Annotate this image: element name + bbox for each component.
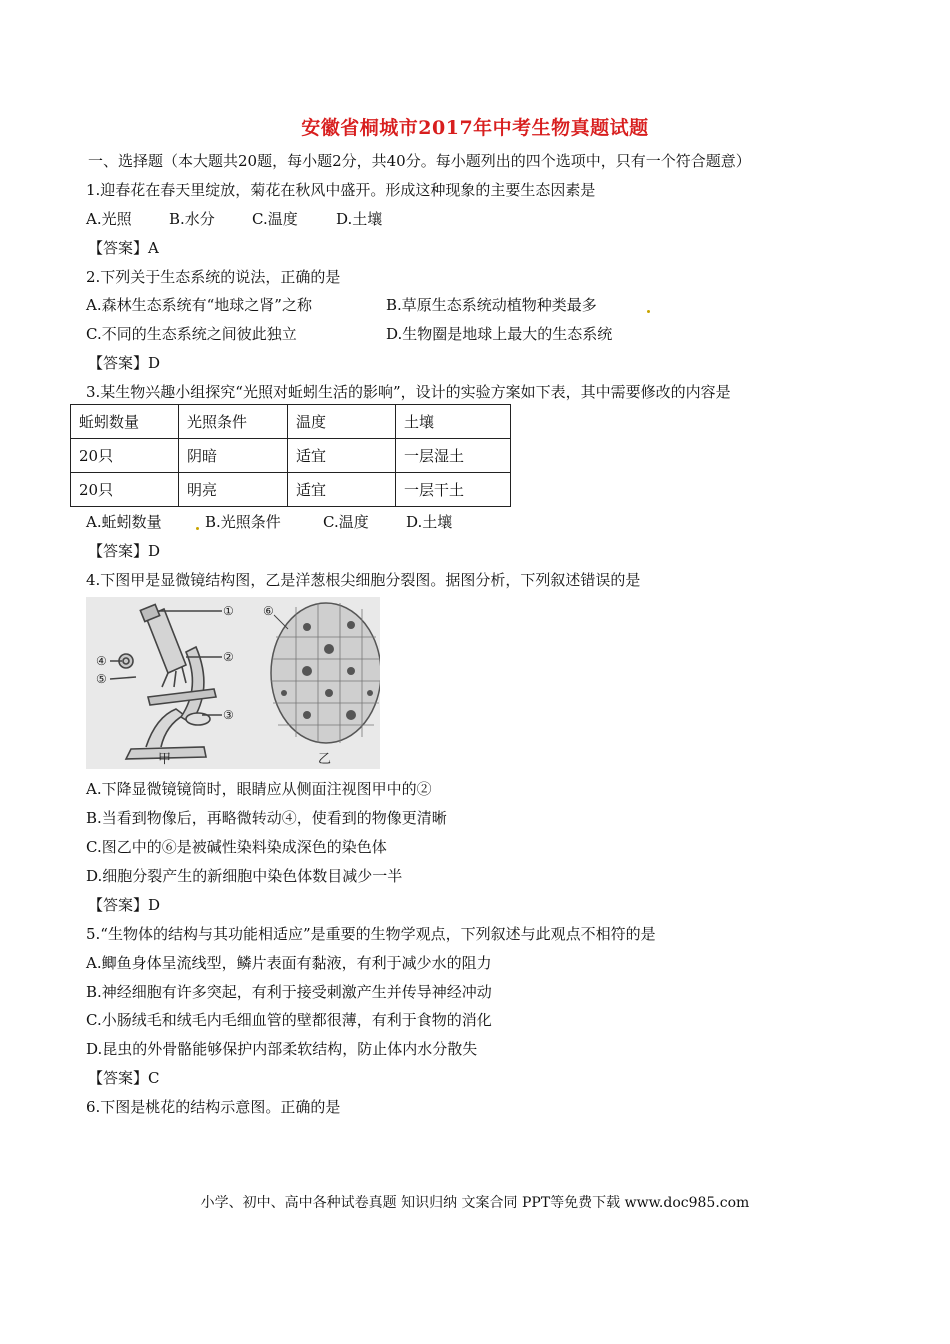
- table-header-cell: 温度: [288, 405, 396, 439]
- question-4-option-d: D.细胞分裂产生的新细胞中染色体数目减少一半: [86, 867, 403, 885]
- cell-division-drawing: [271, 603, 380, 743]
- section-header: 一、选择题（本大题共20题，每小题2分，共40分。每小题列出的四个选项中，只有一个符合题意）: [88, 152, 751, 170]
- table-row: [71, 439, 511, 473]
- question-4-option-c: C.图乙中的⑥是被碱性染料染成深色的染色体: [86, 838, 387, 856]
- question-4-stem: 4.下图甲是显微镜结构图，乙是洋葱根尖细胞分裂图。据图分析，下列叙述错误的是: [86, 571, 641, 589]
- question-1-option-b: B.水分: [169, 210, 215, 228]
- question-3-option-b: B.光照条件: [205, 513, 281, 531]
- question-1-option-c: C.温度: [252, 210, 298, 228]
- table-cell: 20只: [71, 473, 179, 507]
- table-cell: 适宜: [288, 473, 396, 507]
- label-2: ②: [223, 650, 234, 664]
- table-cell: 一层干土: [396, 473, 511, 507]
- experiment-table: [70, 404, 511, 507]
- question-5-option-b: B.神经细胞有许多突起，有利于接受刺激产生并传导神经冲动: [86, 983, 492, 1001]
- label-3: ③: [223, 708, 234, 722]
- caption-yi: 乙: [318, 752, 332, 767]
- question-5-option-a: A.鲫鱼身体呈流线型，鳞片表面有黏液，有利于减少水的阻力: [86, 954, 492, 972]
- question-3-option-c: C.温度: [323, 513, 369, 531]
- question-1-answer: 【答案】A: [88, 239, 159, 257]
- question-3-stem: 3.某生物兴趣小组探究“光照对蚯蚓生活的影响”，设计的实验方案如下表，其中需要修改的内容是: [86, 383, 731, 401]
- table-cell: 适宜: [288, 439, 396, 473]
- question-4-answer: 【答案】D: [88, 896, 161, 914]
- table-row: [71, 473, 511, 507]
- label-4: ④: [96, 654, 107, 668]
- question-1-stem: 1.迎春花在春天里绽放，菊花在秋风中盛开。形成这种现象的主要生态因素是: [86, 181, 596, 199]
- question-4-option-a: A.下降显微镜镜筒时，眼睛应从侧面注视图甲中的②: [86, 780, 432, 798]
- table-cell: 明亮: [179, 473, 288, 507]
- question-2-answer: 【答案】D: [88, 354, 161, 372]
- microscope-drawing: [110, 604, 222, 759]
- microscope-and-cell-division-figure: [86, 597, 380, 769]
- table-header-cell: 土壤: [396, 405, 511, 439]
- question-1-option-a: A.光照: [86, 210, 132, 228]
- table-cell: 20只: [71, 439, 179, 473]
- caption-jia: 甲: [158, 752, 172, 767]
- table-header-row: [71, 405, 511, 439]
- question-6-stem: 6.下图是桃花的结构示意图。正确的是: [86, 1098, 341, 1116]
- question-5-answer: 【答案】C: [88, 1069, 160, 1087]
- question-3-option-d: D.土壤: [406, 513, 453, 531]
- question-2-stem: 2.下列关于生态系统的说法，正确的是: [86, 268, 341, 286]
- label-1: ①: [223, 604, 234, 618]
- question-2-option-a: A.森林生态系统有“地球之肾”之称: [86, 296, 312, 314]
- stray-dot: [196, 527, 199, 530]
- question-1-option-d: D.土壤: [336, 210, 383, 228]
- question-2-option-b: B.草原生态系统动植物种类最多: [386, 296, 597, 314]
- question-3-answer: 【答案】D: [88, 542, 161, 560]
- table-header-cell: 光照条件: [179, 405, 288, 439]
- question-3-option-a: A.蚯蚓数量: [86, 513, 162, 531]
- question-2-option-c: C.不同的生态系统之间彼此独立: [86, 325, 297, 343]
- document-title: 安徽省桐城市2017年中考生物真题试题: [301, 117, 649, 139]
- page-footer: 小学、初中、高中各种试卷真题 知识归纳 文案合同 PPT等免费下载 www.doc985.com: [200, 1195, 750, 1211]
- question-5-option-c: C.小肠绒毛和绒毛内毛细血管的壁都很薄，有利于食物的消化: [86, 1011, 492, 1029]
- table-cell: 一层湿土: [396, 439, 511, 473]
- table-header-cell: 蚯蚓数量: [71, 405, 179, 439]
- question-5-stem: 5.“生物体的结构与其功能相适应”是重要的生物学观点，下列叙述与此观点不相符的是: [86, 925, 656, 943]
- question-2-option-d: D.生物圈是地球上最大的生态系统: [386, 325, 613, 343]
- question-5-option-d: D.昆虫的外骨骼能够保护内部柔软结构，防止体内水分散失: [86, 1040, 478, 1058]
- label-6: ⑥: [263, 604, 274, 618]
- stray-dot: [647, 310, 650, 313]
- figure-drawing: [86, 597, 380, 769]
- question-4-option-b: B.当看到物像后，再略微转动④，使看到的物像更清晰: [86, 809, 447, 827]
- table-cell: 阴暗: [179, 439, 288, 473]
- label-5: ⑤: [96, 672, 107, 686]
